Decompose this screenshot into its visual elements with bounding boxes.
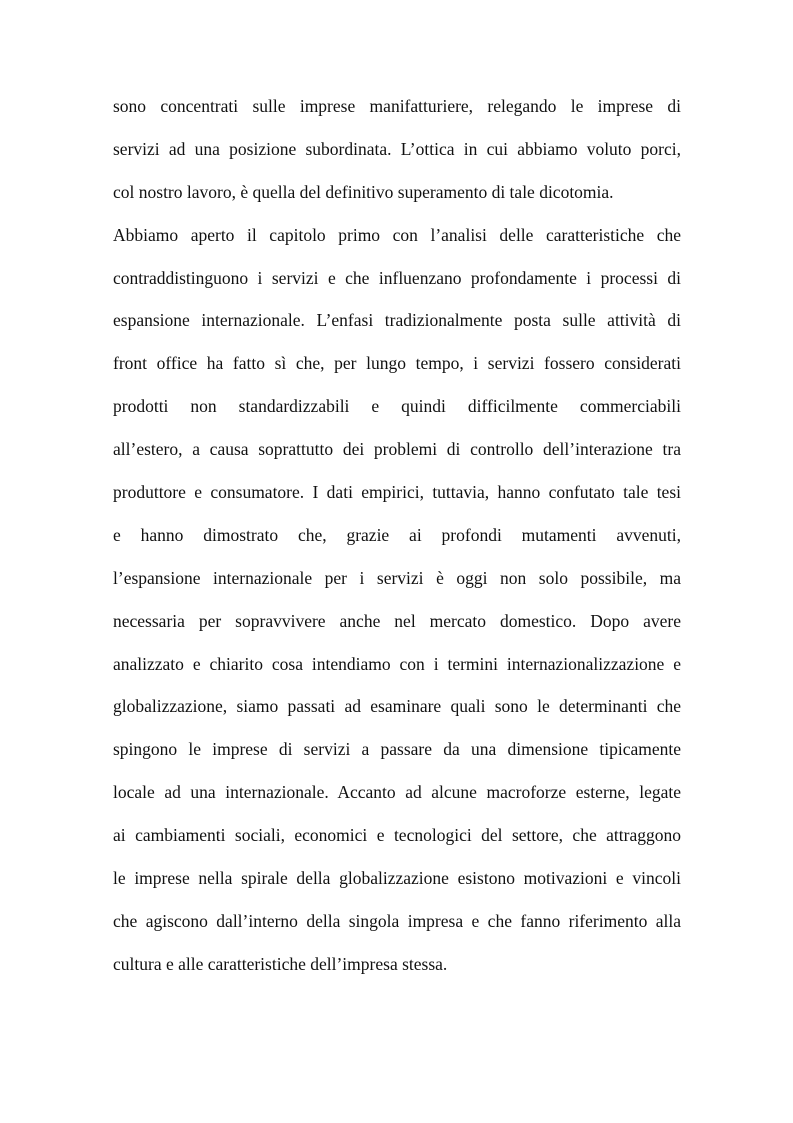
text-line: spingono le imprese di servizi a passare da una dimensione tipicamente <box>113 739 681 760</box>
text-line: cultura e alle caratteristiche dell’impresa stessa. <box>113 953 448 974</box>
text-line: necessaria per sopravvivere anche nel mercato domestico. Dopo avere <box>113 610 681 631</box>
text-line: le imprese nella spirale della globalizzazione esistono motivazioni e vincoli <box>113 868 681 889</box>
text-line: l’espansione internazionale per i servizi è oggi non solo possibile, ma <box>113 567 681 588</box>
text-line: ai cambiamenti sociali, economici e tecnologici del settore, che attraggono <box>113 825 681 846</box>
text-line: Abbiamo aperto il capitolo primo con l’analisi delle caratteristiche che <box>113 224 681 245</box>
text-line: e hanno dimostrato che, grazie ai profondi mutamenti avvenuti, <box>113 524 681 545</box>
text-line: sono concentrati sulle imprese manifatturiere, relegando le imprese di <box>113 96 681 116</box>
text-line: espansione internazionale. L’enfasi tradizionalmente posta sulle attività di <box>113 310 681 331</box>
text-line: che agiscono dall’interno della singola impresa e che fanno riferimento alla <box>113 910 681 931</box>
text-line: locale ad una internazionale. Accanto ad alcune macroforze esterne, legate <box>113 782 681 803</box>
text-line: col nostro lavoro, è quella del definitivo superamento di tale dicotomia. <box>113 181 614 202</box>
text-line: analizzato e chiarito cosa intendiamo con i termini internazionalizzazione e <box>113 653 681 674</box>
text-line: produttore e consumatore. I dati empirici, tuttavia, hanno confutato tale tesi <box>113 482 681 503</box>
text-line: prodotti non standardizzabili e quindi difficilmente commerciabili <box>113 396 681 417</box>
text-line: contraddistinguono i servizi e che influenzano profondamente i processi di <box>113 267 681 288</box>
body-text <box>113 85 681 986</box>
text-line: all’estero, a causa soprattutto dei problemi di controllo dell’interazione tra <box>113 439 681 460</box>
text-line: servizi ad una posizione subordinata. L’ottica in cui abbiamo voluto porci, <box>113 138 681 159</box>
text-line: front office ha fatto sì che, per lungo tempo, i servizi fossero considerati <box>113 353 681 374</box>
text-line: globalizzazione, siamo passati ad esaminare quali sono le determinanti che <box>113 696 681 717</box>
